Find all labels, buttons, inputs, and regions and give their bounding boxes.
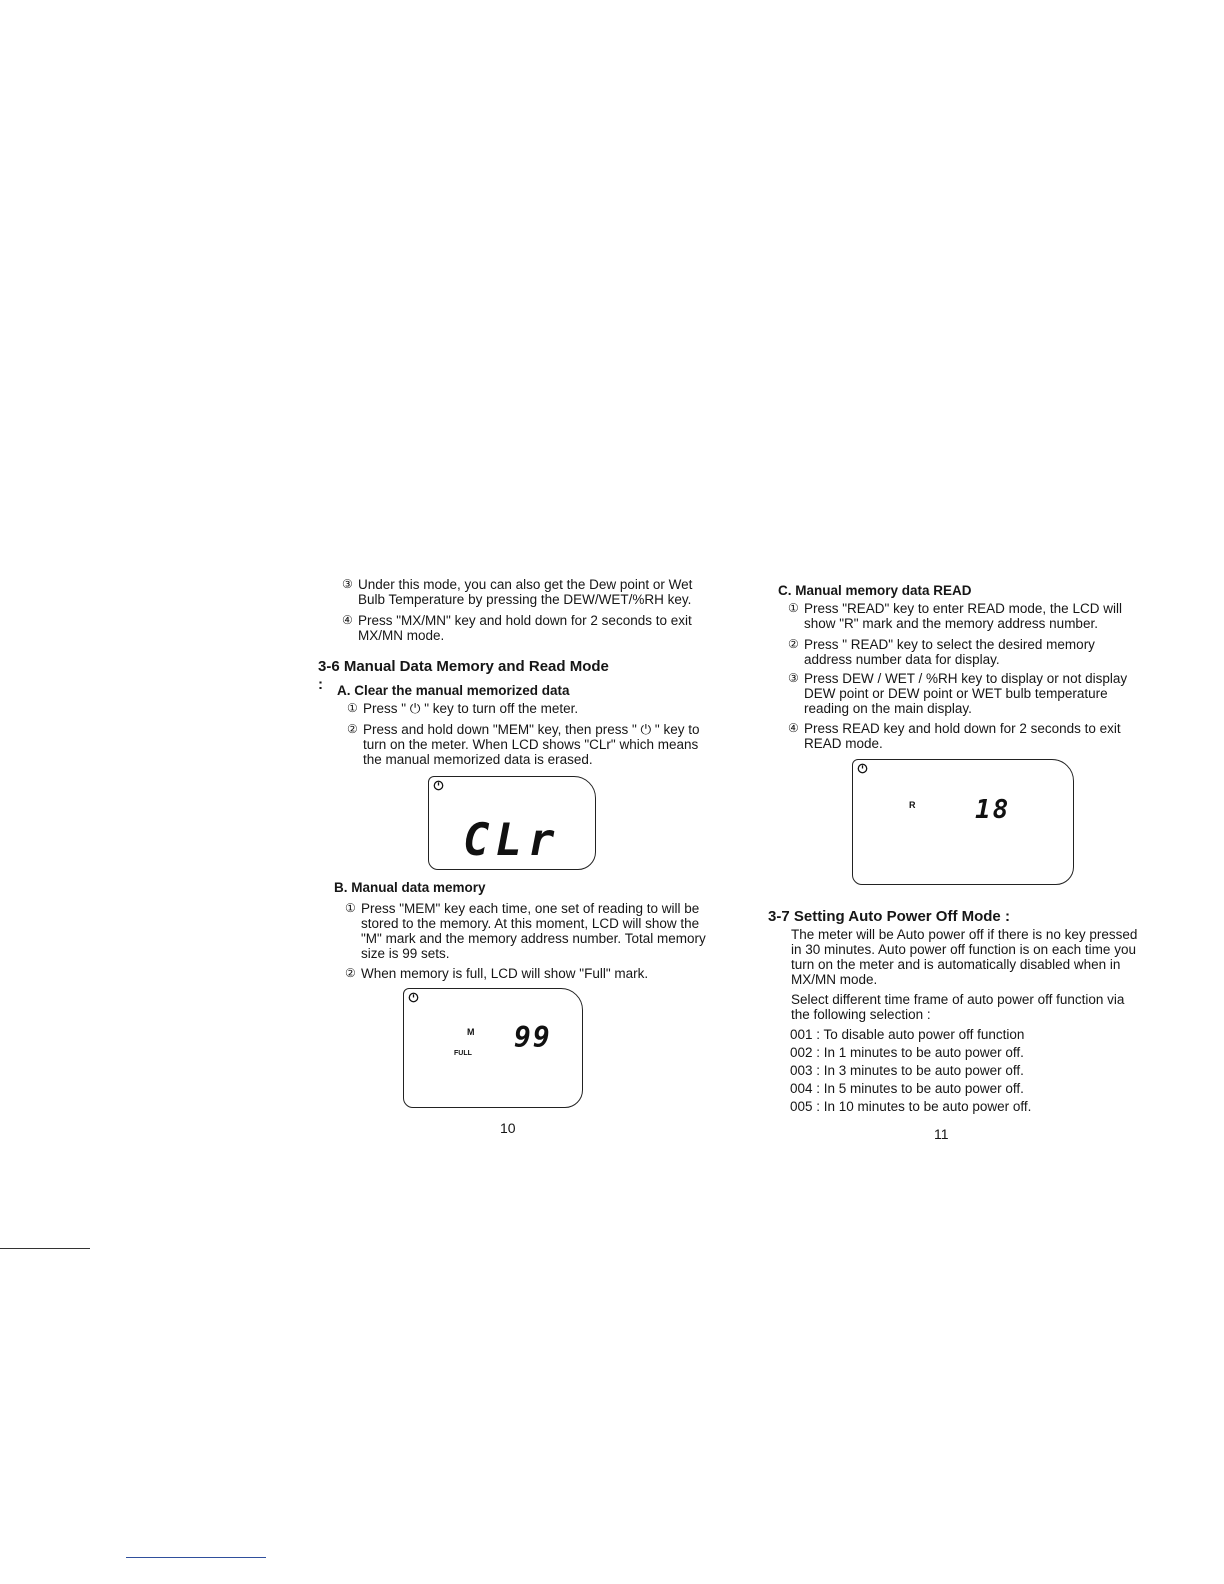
item-text: Press " READ" key to select the desired memory address number data for display. — [804, 637, 1095, 667]
option-004: 004 : In 5 minutes to be auto power off. — [790, 1081, 1024, 1096]
section-title-3-7: 3-7 Setting Auto Power Off Mode : — [768, 908, 1010, 925]
item-text: Press "READ" key to enter READ mode, the LCD will show "R" mark and the memory address number. — [804, 601, 1122, 631]
page-number: 11 — [934, 1126, 949, 1142]
power-icon — [857, 763, 868, 774]
read-item-2 — [788, 637, 1124, 667]
lcd-memory-display — [403, 988, 583, 1108]
read-item-1 — [788, 601, 1144, 631]
read-mark: R — [909, 800, 916, 810]
memory-address-number: 99 — [514, 1021, 552, 1054]
scan-artifact-line — [0, 1248, 90, 1249]
power-icon — [433, 780, 444, 791]
right-page — [612, 0, 1224, 1584]
item-number: ② — [347, 722, 358, 736]
option-002: 002 : In 1 minutes to be auto power off. — [790, 1045, 1024, 1060]
item-text: Press DEW / WET / %RH key to display or not display DEW point or DEW point or WET bulb temperature reading on the main display. — [804, 671, 1128, 716]
page-number: 10 — [500, 1120, 516, 1136]
read-item-3 — [788, 671, 1146, 716]
item-number: ② — [345, 966, 356, 980]
item-text: When memory is full, LCD will show "Full" mark. — [361, 966, 649, 981]
full-mark: FULL — [454, 1050, 472, 1057]
auto-power-off-description: The meter will be Auto power off if there is no key pressed in 30 minutes. Auto power off function is on each time you turn on the meter and is automatically disabled when in MX/MN mode. — [791, 927, 1138, 987]
item-text: Press and hold down "MEM" key, then press " ⏻ " key to turn on the meter. When LCD shows "CLr" which means the manual memorized data is erased. — [363, 722, 700, 767]
memory-address-number: 18 — [975, 795, 1011, 825]
item-number: ① — [345, 901, 356, 915]
lcd-read-display — [852, 759, 1074, 885]
subsection-a-title: A. Clear the manual memorized data — [337, 683, 570, 698]
item-text: Press "MEM" key each time, one set of reading to will be stored to the memory. At this moment, LCD will show the "M" mark and the memory address number. Total memory size is 99 sets. — [361, 901, 706, 961]
subsection-b-title: B. Manual data memory — [334, 880, 486, 895]
option-001: 001 : To disable auto power off function — [790, 1027, 1025, 1042]
scan-artifact-line — [126, 1557, 266, 1558]
option-003: 003 : In 3 minutes to be auto power off. — [790, 1063, 1024, 1078]
item-text: Under this mode, you can also get the Dew point or Wet Bulb Temperature by pressing the DEW/WET/%RH key. — [358, 577, 693, 607]
lcd-clr-display — [428, 776, 596, 870]
item-number: ① — [347, 701, 358, 715]
item-text: Press READ key and hold down for 2 seconds to exit READ mode. — [804, 721, 1121, 751]
option-005: 005 : In 10 minutes to be auto power off. — [790, 1099, 1032, 1114]
item-text: Press " ⏻ " key to turn off the meter. — [363, 701, 579, 716]
power-icon — [408, 992, 419, 1003]
item-number: ① — [788, 601, 799, 615]
item-number: ③ — [788, 671, 799, 685]
item-number: ④ — [342, 613, 353, 627]
auto-power-off-selection-intro: Select different time frame of auto power off function via the following selection : — [791, 992, 1125, 1022]
subsection-c-title: C. Manual memory data READ — [778, 583, 972, 598]
item-text: Press "MX/MN" key and hold down for 2 seconds to exit MX/MN mode. — [358, 613, 692, 643]
section-title-3-6: 3-6 Manual Data Memory and Read Mode : — [318, 658, 609, 693]
read-item-4 — [788, 721, 1146, 751]
item-number: ③ — [342, 577, 353, 591]
lcd-main-reading: CLr — [463, 815, 561, 866]
item-number: ② — [788, 637, 799, 651]
item-number: ④ — [788, 721, 799, 735]
memory-mark: M — [467, 1027, 475, 1037]
